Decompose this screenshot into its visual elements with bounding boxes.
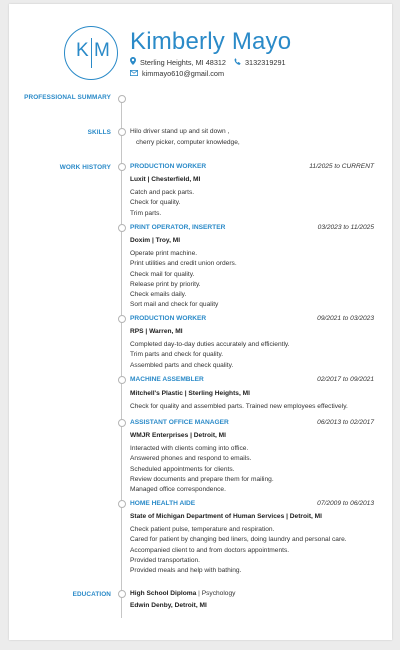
job-duties: [130, 444, 274, 495]
duty-item: Check mail for quality.: [130, 270, 195, 278]
job-dates: 06/2013 to 02/2017: [317, 419, 374, 426]
job-dates: 09/2021 to 03/2023: [317, 315, 374, 322]
contact-line-location-phone: [130, 57, 286, 67]
duty-item: Managed office correspondence.: [130, 486, 226, 494]
job-duties: [130, 188, 194, 219]
timeline-node: [118, 224, 126, 232]
phone-icon: [234, 58, 241, 67]
timeline-node: [118, 376, 126, 384]
duty-item: Trim parts and check for quality.: [130, 351, 224, 359]
location-text: Sterling Heights, MI 48312: [140, 57, 226, 67]
duty-item: Answered phones and respond to emails.: [130, 455, 252, 463]
duty-item: Accompanied client to and from doctors appointments.: [130, 546, 290, 554]
duty-item: Operate print machine.: [130, 250, 198, 257]
job-employer: Mitchell's Plastic | Sterling Heights, MI: [130, 390, 250, 397]
job-duties: [130, 249, 237, 311]
email-link[interactable]: kimmayo610@gmail.com: [142, 69, 225, 78]
job-dates: 02/2017 to 09/2021: [317, 376, 374, 383]
timeline-node: [118, 163, 126, 171]
monogram-initial-last: M: [94, 40, 110, 61]
skills-text: [130, 127, 240, 148]
duty-item: Check for quality and assembled parts. Trained new employees effectively.: [130, 403, 348, 410]
job-duties: [130, 340, 290, 371]
contact-line-email: [130, 69, 224, 78]
timeline-node: [118, 95, 126, 103]
duty-item: Check for quality.: [130, 199, 181, 207]
duty-item: Completed day-to-day duties accurately and efficiently.: [130, 341, 290, 348]
section-label-summary: PROFESSIONAL SUMMARY: [24, 94, 111, 101]
job-title: PRINT OPERATOR, INSERTER: [130, 224, 226, 231]
timeline-node: [118, 590, 126, 598]
section-label-education: EDUCATION: [72, 591, 111, 598]
timeline-line: [121, 97, 122, 618]
duty-item: Cared for patient by changing bed liners, doing laundry and personal care.: [130, 536, 347, 544]
job-title: MACHINE ASSEMBLER: [130, 376, 204, 383]
duty-item: Interacted with clients coming into office.: [130, 445, 249, 452]
duty-item: Trim parts.: [130, 209, 162, 217]
monogram-initial-first: K: [76, 40, 89, 61]
section-label-skills: SKILLS: [87, 129, 111, 136]
education-field: Psychology: [201, 590, 236, 597]
job-duties: [130, 402, 348, 412]
job-employer: State of Michigan Department of Human Services | Detroit, MI: [130, 513, 322, 520]
section-label-work-history: WORK HISTORY: [59, 164, 111, 171]
job-employer: RPS | Warren, MI: [130, 328, 183, 335]
duty-item: Scheduled appointments for clients.: [130, 465, 235, 473]
job-employer: Luxit | Chesterfield, MI: [130, 176, 201, 183]
job-employer: WMJR Enterprises | Detroit, MI: [130, 432, 227, 439]
job-dates: 03/2023 to 11/2025: [317, 224, 374, 231]
timeline-node: [118, 315, 126, 323]
education-degree: High School Diploma: [130, 590, 197, 597]
timeline-node: [118, 419, 126, 427]
job-dates: 11/2025 to CURRENT: [309, 163, 374, 170]
resume-page: [9, 4, 392, 640]
duty-item: Catch and pack parts.: [130, 189, 195, 196]
duty-item: Provided transportation.: [130, 556, 201, 564]
job-duties: [130, 525, 347, 576]
skills-line: cherry picker, computer knowledge,: [136, 138, 240, 146]
duty-item: Assembled parts and check quality.: [130, 361, 234, 369]
job-title: PRODUCTION WORKER: [130, 315, 207, 322]
job-title: HOME HEALTH AIDE: [130, 500, 196, 507]
duty-item: Print utilities and credit union orders.: [130, 260, 237, 268]
skills-line: Hilo driver stand up and sit down ,: [130, 128, 230, 135]
duty-item: Provided meals and help with bathing.: [130, 567, 242, 575]
duty-item: Review documents and prepare them for mailing.: [130, 475, 274, 483]
job-title: PRODUCTION WORKER: [130, 163, 207, 170]
duty-item: Release print by priority.: [130, 280, 201, 288]
education-degree-line: High School Diploma | Psychology: [130, 590, 236, 597]
duty-item: Sort mail and check for quality: [130, 301, 219, 309]
education-school: Edwin Denby, Detroit, MI: [130, 602, 207, 609]
monogram-logo: [64, 26, 118, 80]
timeline-node: [118, 500, 126, 508]
duty-item: Check emails daily.: [130, 291, 187, 299]
monogram-divider: [91, 38, 92, 68]
candidate-name: Kimberly Mayo: [130, 28, 292, 55]
phone-text: 3132319291: [245, 57, 286, 67]
map-pin-icon: [130, 57, 136, 67]
envelope-icon: [130, 70, 138, 78]
duty-item: Check patient pulse, temperature and respiration.: [130, 526, 275, 533]
job-employer: Doxim | Troy, MI: [130, 237, 181, 244]
job-dates: 07/2009 to 06/2013: [317, 500, 374, 507]
job-title: ASSISTANT OFFICE MANAGER: [130, 419, 229, 426]
timeline-node: [118, 128, 126, 136]
